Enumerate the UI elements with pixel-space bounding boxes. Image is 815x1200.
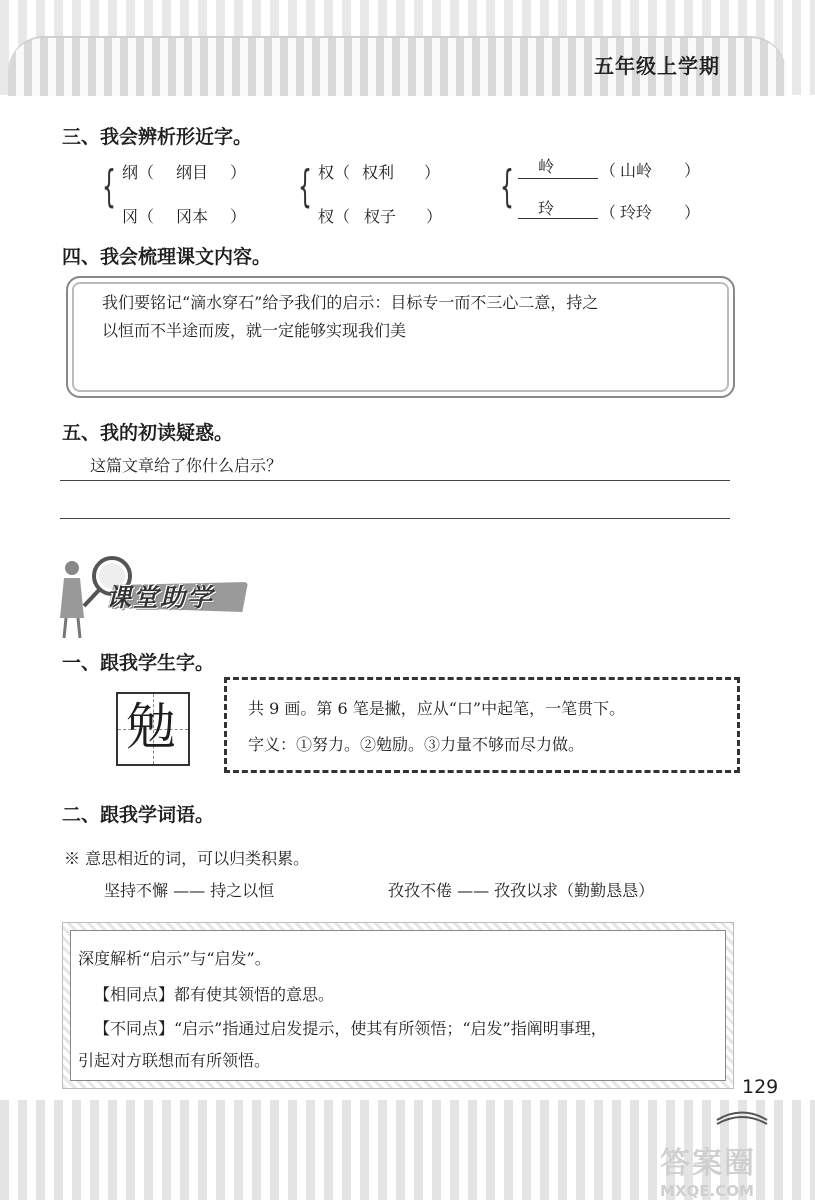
watermark-cn: 答案圈 [660,1146,756,1181]
watermark [660,1138,756,1200]
s3-g3-a: （ 山岭 ） [600,161,701,180]
part1-title: 一、跟我学生字。 [62,652,215,674]
brace-left: { [102,161,116,212]
s3-g2-b: 杈（ 杈子 ） [318,207,443,226]
brace-middle: { [298,161,312,212]
s3-g2-a: 权（ 权利 ） [318,163,441,182]
banner-title: 课堂助学 [106,583,215,612]
part2-title: 二、跟我学词语。 [62,804,215,826]
word-pair-1: 坚持不懈 —— 持之以恒 [104,881,275,900]
s3-g3-b-underline [518,218,598,219]
answer-line-1 [60,480,730,481]
word-pair-2: 孜孜不倦 —— 孜孜以求（勤勤恳恳） [388,881,655,900]
study-character: 勉 [126,698,176,756]
analysis-line4: 引起对方联想而有所领悟。 [78,1051,271,1070]
section3-title: 三、我会辨析形近字。 [62,126,253,148]
s3-g1-a: 纲（ 纲目 ） [122,163,247,182]
s3-g3-a-char: 岭 [538,157,555,176]
s3-g3-b: （ 玲玲 ） [600,203,701,222]
analysis-line2: 【相同点】都有使其领悟的意思。 [94,985,335,1004]
section4-title: 四、我会梳理课文内容。 [62,246,272,268]
analysis-line3: 【不同点】“启示”指通过启发提示，使其有所领悟；“启发”指阐明事理， [94,1019,607,1038]
char-info-box [224,677,740,773]
s4-line2: 以恒而不半途而废，就一定能够实现我们美 [102,321,407,340]
page-header-title: 五年级上学期 [594,54,720,78]
s5-question: 这篇文章给了你什么启示？ [90,456,283,475]
answer-line-2 [60,518,730,519]
section5-title: 五、我的初读疑惑。 [62,422,234,444]
char-info-line1: 共 9 画。第 6 笔是撇，应从“口”中起笔，一笔贯下。 [248,699,626,718]
analysis-line1: 深度解析“启示”与“启发”。 [78,949,271,968]
char-info-line2: 字义：①努力。②勉励。③力量不够而尽力做。 [248,735,585,754]
brace-right: { [500,161,514,212]
s3-g1-b: 冈（ 冈本 ） [122,207,247,226]
part2-note: ※ 意思相近的词，可以归类积累。 [64,849,310,868]
s3-g3-a-underline [518,178,598,179]
watermark-url: MXQE.COM [660,1182,754,1200]
book-icon [712,1100,772,1130]
s3-g3-b-char: 玲 [538,199,555,218]
page-number: 129 [742,1076,779,1098]
s4-line1: 我们要铭记“滴水穿石”给予我们的启示：目标专一而不三心二意，持之 [102,293,599,312]
